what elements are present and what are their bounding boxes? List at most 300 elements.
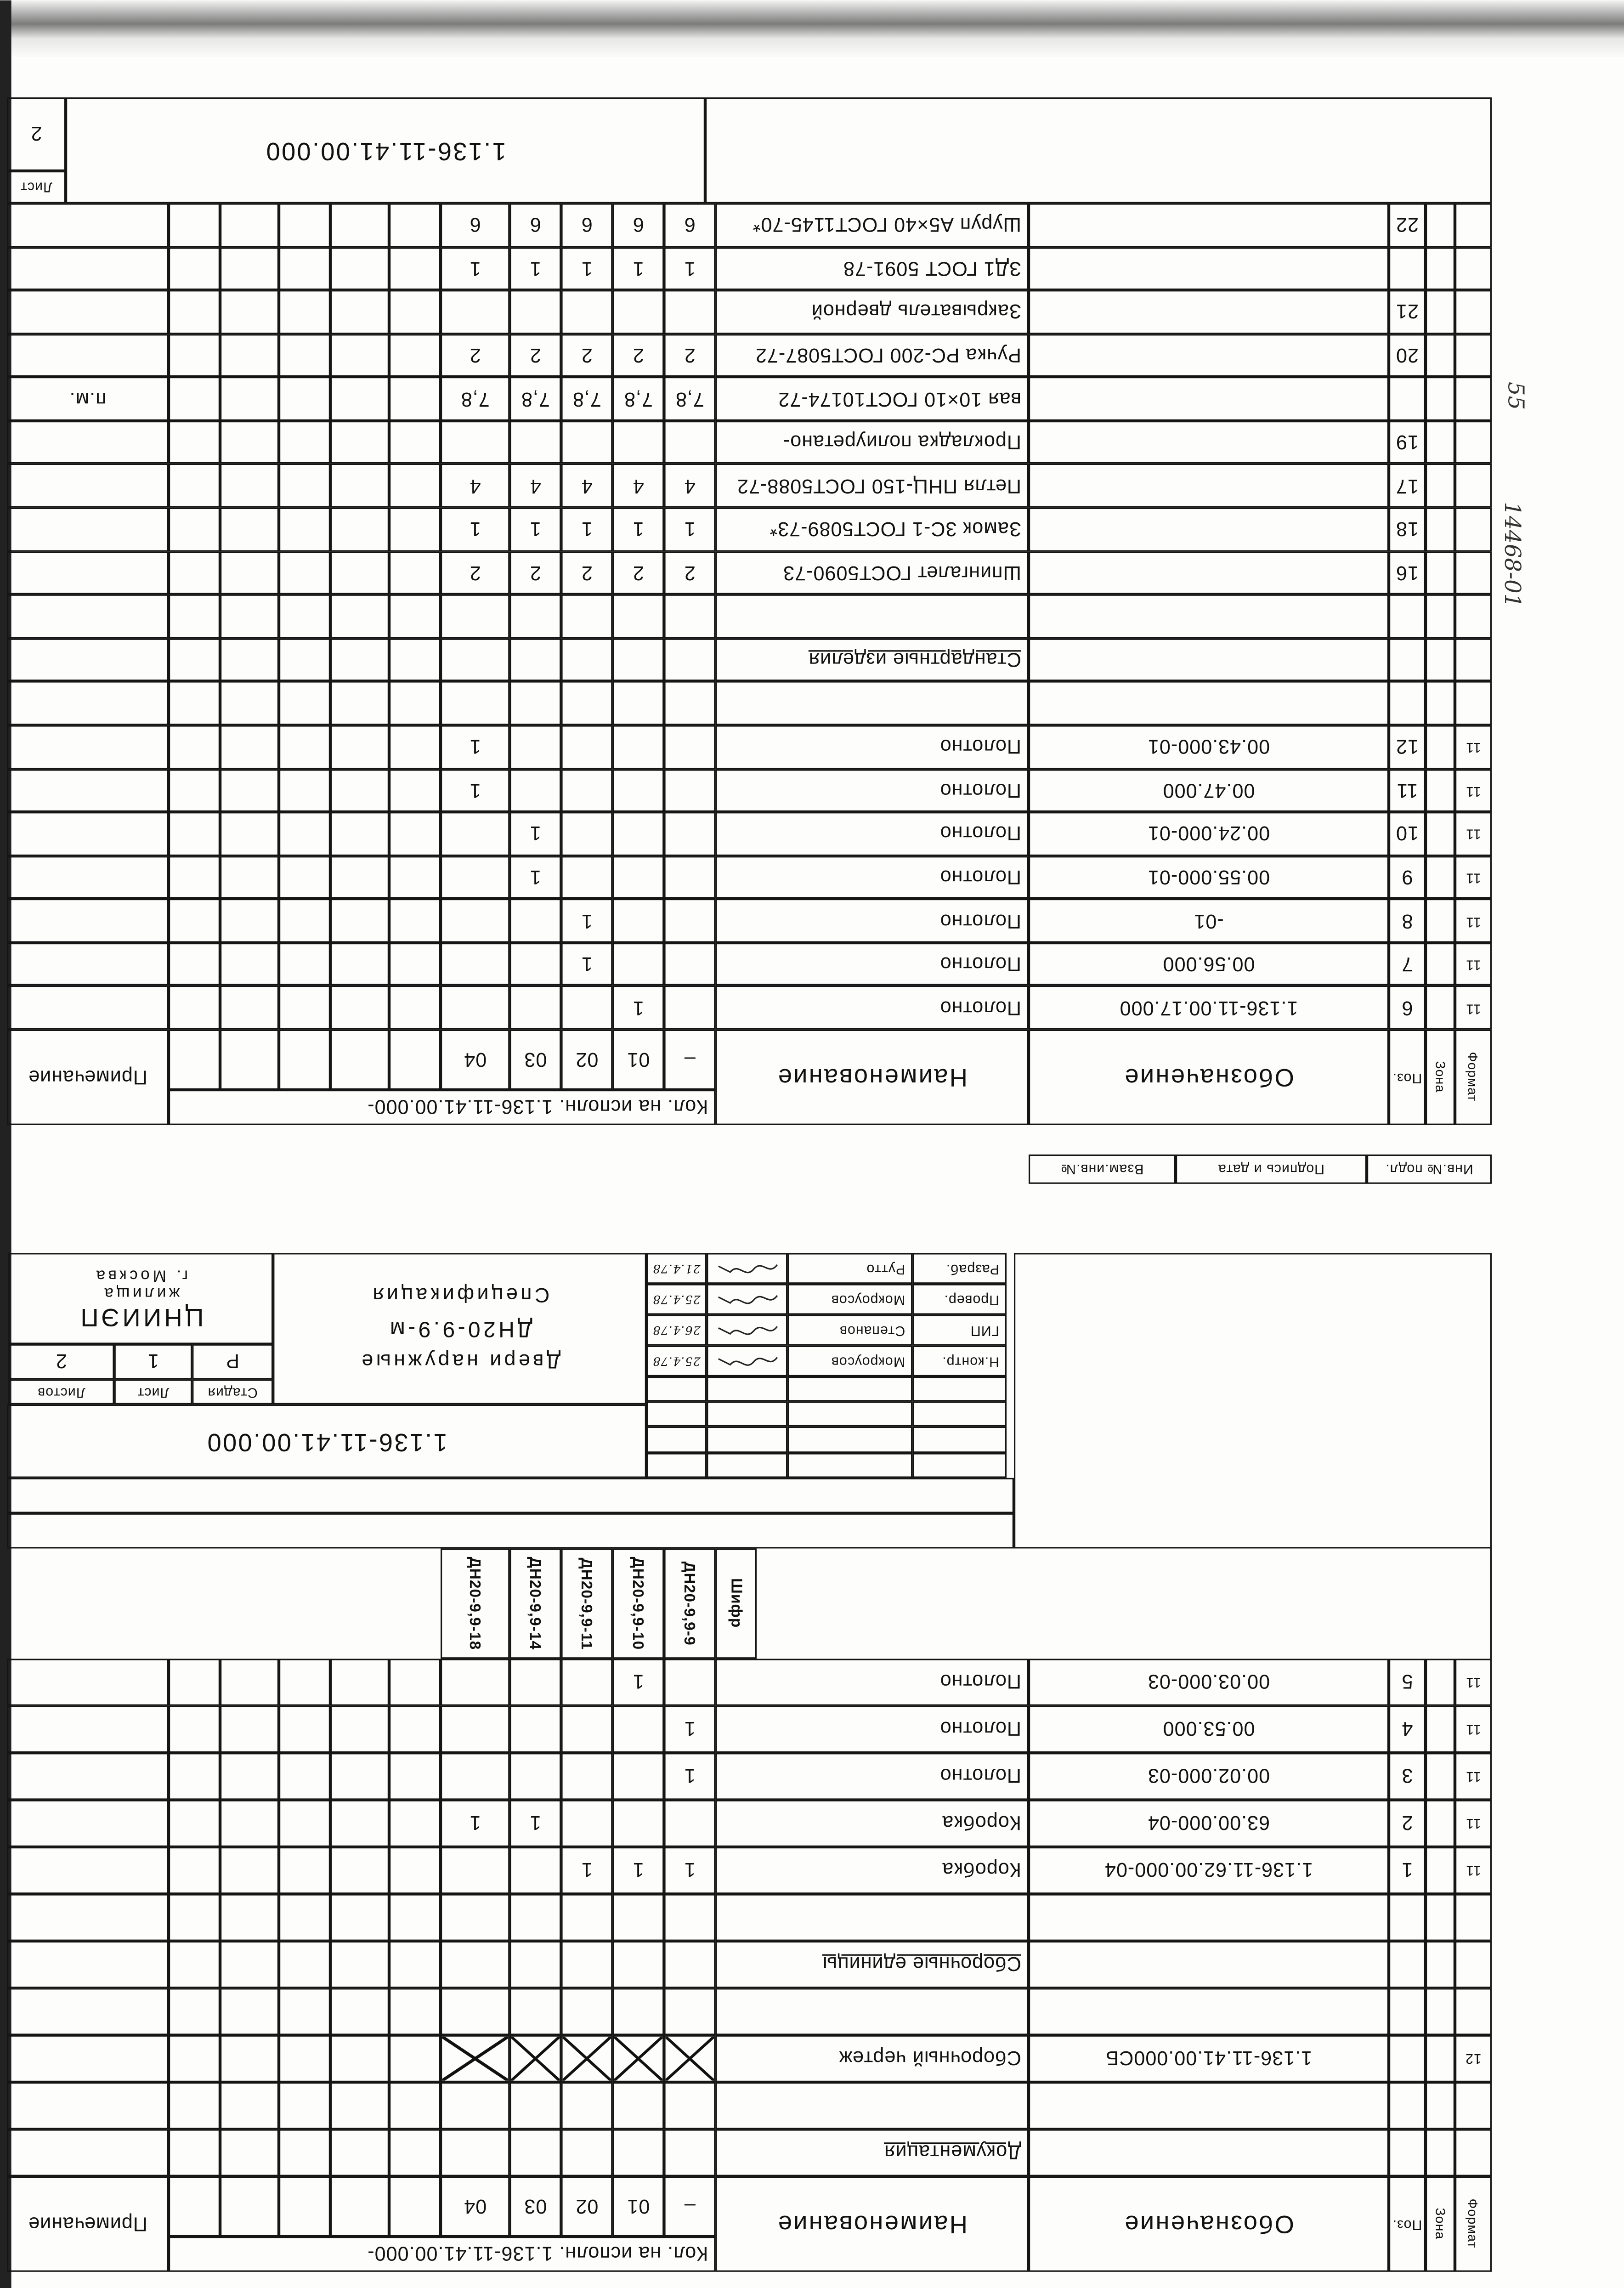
qty-cell [509,595,561,638]
signature-block-frame [646,1253,1007,1478]
qty-cell [612,855,664,899]
pos-cell: 17 [1389,464,1426,508]
qty-cell [561,1753,612,1800]
qty-cell [664,986,715,1030]
blank-cell [330,290,389,334]
blank-cell [389,247,441,290]
format-cell: 11 [1455,1706,1492,1753]
blank-cell [330,943,389,986]
qty-cell: 1 [509,855,561,899]
format-cell [1455,638,1492,682]
qty-cell [561,1894,612,1941]
qty-cell: 7,8 [612,377,664,421]
zone-cell [1426,203,1455,247]
blank-cell [279,725,330,769]
qty-cell [612,682,664,725]
qty-cell [509,986,561,1030]
blank-cell [169,1753,220,1800]
qty-cell: 2 [509,551,561,595]
pos-cell: 5 [1389,1659,1426,1705]
qty-cell [612,1753,664,1800]
header-zone-text: Зона [1433,1061,1448,1093]
qty-cell: 2 [612,334,664,377]
name-cell [715,595,1029,638]
qty-cell [509,421,561,464]
qty-cell [612,725,664,769]
format-cell [1455,595,1492,638]
designation-cell [1029,551,1389,595]
qty-cell [509,2082,561,2129]
qty-cell [612,290,664,334]
format-cell: 11 [1455,1659,1492,1705]
qty-cell [612,2082,664,2129]
qty-cell: 1 [561,247,612,290]
pos-cell [1389,2129,1426,2176]
format-cell [1455,247,1492,290]
header-format-text: Формат [1466,2199,1481,2249]
organization-line: ЦНИИЭП [78,1303,204,1331]
signature-name: Мокроусов [787,1346,912,1376]
blank-cell [220,725,279,769]
blank-cell [279,1988,330,2035]
blank-cell [330,203,389,247]
header-zone-text: Зона [1433,2208,1448,2240]
designation-cell: 1.136-11.00.17.000 [1029,986,1389,1030]
name-cell: Коробка [715,1800,1029,1847]
blank-cell [330,421,389,464]
blank-cell [279,682,330,725]
blank-cell [389,1988,441,2035]
pos-cell: 1 [1389,1847,1426,1894]
blank-cell [220,464,279,508]
qty-cell [664,1988,715,2035]
blank-cell [279,377,330,421]
qty-cell [509,769,561,812]
note-cell [7,943,169,986]
note-cell [7,2082,169,2129]
qty-cell [441,986,509,1030]
name-cell [715,1988,1029,2035]
zone-cell [1426,2129,1455,2176]
signature-name: Степанов [787,1315,912,1346]
pos-cell: 6 [1389,986,1426,1030]
qty-cell [561,2035,612,2082]
note-cell [7,247,169,290]
note-cell [7,551,169,595]
blank-cell [330,1659,389,1705]
zone-cell [1426,1706,1455,1753]
qty-cell: 1 [664,508,715,551]
stage-label: Листов [8,1379,114,1404]
qty-cell: 1 [612,1847,664,1894]
qty-cell [561,638,612,682]
qty-cell [612,1706,664,1753]
blank-cell [169,1800,220,1847]
name-cell: Полотно [715,769,1029,812]
blank-cell [169,1706,220,1753]
blank-cell [389,290,441,334]
qty-cell: 1 [441,769,509,812]
blank-cell [389,812,441,856]
zone-cell [1426,290,1455,334]
blank-cell [330,638,389,682]
blank-cell [279,203,330,247]
blank-cell [220,334,279,377]
qty-cell [612,1800,664,1847]
blank-cell [389,855,441,899]
note-cell [7,725,169,769]
shifr-code-text: ДН20-9,9-9 [681,1561,699,1646]
blank-cell [169,2082,220,2129]
blank-cell [169,1941,220,1988]
qty-cell: 1 [561,1847,612,1894]
designation-cell: 00.24.000-01 [1029,812,1389,856]
qty-cell: 2 [561,334,612,377]
zone-cell [1426,986,1455,1030]
qty-cell: 2 [509,334,561,377]
blank-cell [169,1659,220,1705]
header-note: Примечание [7,1030,169,1125]
qty-cell [509,2035,561,2082]
qty-cell: 4 [612,464,664,508]
blank-cell [389,899,441,943]
footer-blank [705,97,1492,203]
qty-cell [664,421,715,464]
pos-cell: 7 [1389,943,1426,986]
qty-cell [509,1706,561,1753]
qty-cell: 4 [509,464,561,508]
qty-cell [509,943,561,986]
qty-cell [509,1753,561,1800]
blank-cell [279,769,330,812]
qty-cell [561,769,612,812]
zone-cell [1426,1847,1455,1894]
blank-cell [330,899,389,943]
blank-cell [169,1894,220,1941]
qty-cell: 1 [441,508,509,551]
qty-cell [664,290,715,334]
shifr-code-text: ДН20-9,9-18 [466,1557,484,1650]
header-qty-title: Кол. на исполн. 1.136-11.41.00.000- [169,2237,715,2272]
pos-cell [1389,2082,1426,2129]
blank-cell [389,464,441,508]
header-name: Наименование [715,1030,1029,1125]
qty-cell [561,2129,612,2176]
qty-cell: 1 [509,247,561,290]
format-cell [1455,421,1492,464]
blank-cell [330,508,389,551]
format-cell: 11 [1455,812,1492,856]
qty-cell: 2 [664,334,715,377]
signature-date: 25.4.78 [646,1284,707,1314]
format-cell [1455,203,1492,247]
qty-cell [509,682,561,725]
signature-date: 25.4.78 [646,1346,707,1376]
blank-cell [389,508,441,551]
pos-cell [1389,638,1426,682]
header-pos: Поз. [1389,1030,1426,1125]
designation-cell [1029,2129,1389,2176]
qty-cell [612,769,664,812]
name-cell: Полотно [715,725,1029,769]
blank-cell [220,2129,279,2176]
header-zone [1426,2176,1455,2272]
shifr-code [612,1548,664,1659]
blank-cell [169,986,220,1030]
zone-cell [1426,421,1455,464]
header-blank-col [279,2176,330,2237]
signature-role: Разраб. [912,1253,1007,1284]
zone-cell [1426,725,1455,769]
designation-cell: 00.47.000 [1029,769,1389,812]
blank-cell [279,1659,330,1705]
margin-archive-number: 14468-01 [1499,502,1526,608]
designation-cell: 00.43.000-01 [1029,725,1389,769]
blank-cell [169,421,220,464]
signature-name: Мокроусов [787,1284,912,1314]
title-line: Двери наружные [358,1350,561,1374]
qty-cell: 1 [664,1847,715,1894]
cross-mark-icon [614,2037,663,2081]
blank-cell [279,1941,330,1988]
qty-cell [509,899,561,943]
pos-cell [1389,1894,1426,1941]
inventory-cell: Инв.№ подл. [1367,1155,1492,1184]
blank-cell [389,638,441,682]
blank-row [7,1513,1014,1549]
qty-cell [612,943,664,986]
pos-cell [1389,247,1426,290]
blank-cell [220,1659,279,1705]
qty-cell: 2 [664,551,715,595]
note-cell [7,1894,169,1941]
shifr-code-text: ДН20-9,9-14 [526,1557,544,1650]
format-cell: 11 [1455,899,1492,943]
blank-cell [389,2129,441,2176]
qty-cell [612,2129,664,2176]
qty-cell: 6 [441,203,509,247]
organization [8,1253,273,1344]
qty-cell [612,595,664,638]
blank-cell [169,290,220,334]
section-heading-text: Документация [884,2141,1021,2164]
qty-cell [441,682,509,725]
qty-cell: 1 [612,508,664,551]
header-blank-col [330,2176,389,2237]
header-variant-1: 01 [612,1030,664,1090]
blank-cell [330,1894,389,1941]
note-cell [7,855,169,899]
designation-cell [1029,247,1389,290]
qty-cell [441,899,509,943]
header-variant-0: – [664,2176,715,2237]
organization-line: жилища [102,1284,180,1302]
blank-cell [389,943,441,986]
blank-cell [220,855,279,899]
qty-cell: 6 [612,203,664,247]
blank-cell [330,986,389,1030]
blank-cell [220,1847,279,1894]
qty-cell: 1 [561,899,612,943]
qty-cell [441,1706,509,1753]
organization-line: г. Москва [93,1266,188,1284]
zone-cell [1426,855,1455,899]
blank-cell [169,551,220,595]
blank-cell [389,595,441,638]
format-cell [1455,290,1492,334]
note-cell [7,1753,169,1800]
format-cell [1455,2129,1492,2176]
format-cell: 11 [1455,1800,1492,1847]
note-cell [7,1659,169,1705]
blank-cell [169,769,220,812]
title-line: Спецификация [369,1284,550,1308]
blank-cell [389,421,441,464]
blank-cell [279,1894,330,1941]
blank-cell [279,1753,330,1800]
designation-cell: 00.55.000-01 [1029,855,1389,899]
stage-label: Лист [114,1379,192,1404]
header-zone [1426,1030,1455,1125]
blank-area [1014,1253,1492,1548]
header-designation: Обозначение [1029,2176,1389,2272]
pos-cell: 12 [1389,725,1426,769]
qty-cell [441,595,509,638]
format-cell: 11 [1455,1847,1492,1894]
qty-cell [561,682,612,725]
qty-cell [561,855,612,899]
qty-cell [441,2082,509,2129]
header-variant-3: 03 [509,1030,561,1090]
blank-cell [220,2035,279,2082]
blank-cell [330,551,389,595]
qty-cell [612,1941,664,1988]
zone-cell [1426,2035,1455,2082]
format-cell [1455,2082,1492,2129]
header-format [1455,1030,1492,1125]
signature-date: 26.4.78 [646,1315,707,1346]
blank-cell [220,2082,279,2129]
blank-cell [279,595,330,638]
qty-cell: 1 [612,1659,664,1705]
qty-cell [664,1941,715,1988]
qty-cell [509,638,561,682]
blank-cell [389,682,441,725]
qty-cell: 1 [561,943,612,986]
blank-cell [330,855,389,899]
qty-cell [664,2129,715,2176]
qty-cell [612,1988,664,2035]
qty-cell [664,943,715,986]
blank-cell [220,1706,279,1753]
blank-cell [330,769,389,812]
qty-cell [664,682,715,725]
stage-value: 2 [8,1344,114,1380]
name-cell [715,1894,1029,1941]
signature-role: Провер. [912,1284,1007,1314]
name-cell: Полотно [715,943,1029,986]
qty-cell [441,421,509,464]
note-cell [7,638,169,682]
designation-cell [1029,508,1389,551]
blank-cell [169,943,220,986]
qty-cell [441,638,509,682]
qty-cell: 7,8 [561,377,612,421]
qty-cell: 6 [664,203,715,247]
designation-cell [1029,290,1389,334]
qty-cell [441,1847,509,1894]
designation-cell [1029,1941,1389,1988]
blank-cell [389,1941,441,1988]
blank-cell [330,1988,389,2035]
blank-cell [330,334,389,377]
inventory-cell: Взам.инв.№ [1029,1155,1176,1184]
blank-cell [279,290,330,334]
zone-cell [1426,334,1455,377]
blank-cell [279,2082,330,2129]
qty-cell [612,2035,664,2082]
blank-cell [279,986,330,1030]
pos-cell: 19 [1389,421,1426,464]
blank-cell [330,682,389,725]
qty-cell [664,769,715,812]
pos-cell [1389,682,1426,725]
format-cell: 12 [1455,2035,1492,2082]
format-cell [1455,682,1492,725]
blank-cell [169,682,220,725]
blank-cell [389,334,441,377]
section-heading-text: Сборочные единицы [822,1954,1021,1976]
note-cell [7,812,169,856]
qty-cell: 4 [441,464,509,508]
blank-cell [330,247,389,290]
qty-cell: 2 [441,334,509,377]
designation-cell [1029,1988,1389,2035]
note-cell [7,595,169,638]
name-cell: ЗД1 ГОСТ 5091-78 [715,247,1029,290]
qty-cell [561,1706,612,1753]
qty-cell: 6 [509,203,561,247]
blank-cell [220,1894,279,1941]
qty-cell [509,1659,561,1705]
qty-cell [509,1988,561,2035]
pos-cell: 8 [1389,899,1426,943]
qty-cell [441,2129,509,2176]
qty-cell [509,725,561,769]
blank-cell [169,855,220,899]
designation-cell [1029,334,1389,377]
designation-cell [1029,595,1389,638]
section-heading-text: Стандартные изделия [808,649,1021,671]
name-cell: Шуруп А5×40 ГОСТ1145-70* [715,203,1029,247]
blank-cell [279,899,330,943]
qty-cell [664,899,715,943]
note-cell [7,769,169,812]
blank-cell [220,769,279,812]
blank-cell [220,899,279,943]
blank-cell [220,551,279,595]
qty-cell [441,1753,509,1800]
blank-cell [279,638,330,682]
zone-cell [1426,1941,1455,1988]
note-cell [7,334,169,377]
zone-cell [1426,769,1455,812]
header-blank-col [169,2176,220,2237]
pos-cell: 16 [1389,551,1426,595]
qty-cell [664,1894,715,1941]
qty-cell [561,725,612,769]
name-cell: Полотно [715,855,1029,899]
